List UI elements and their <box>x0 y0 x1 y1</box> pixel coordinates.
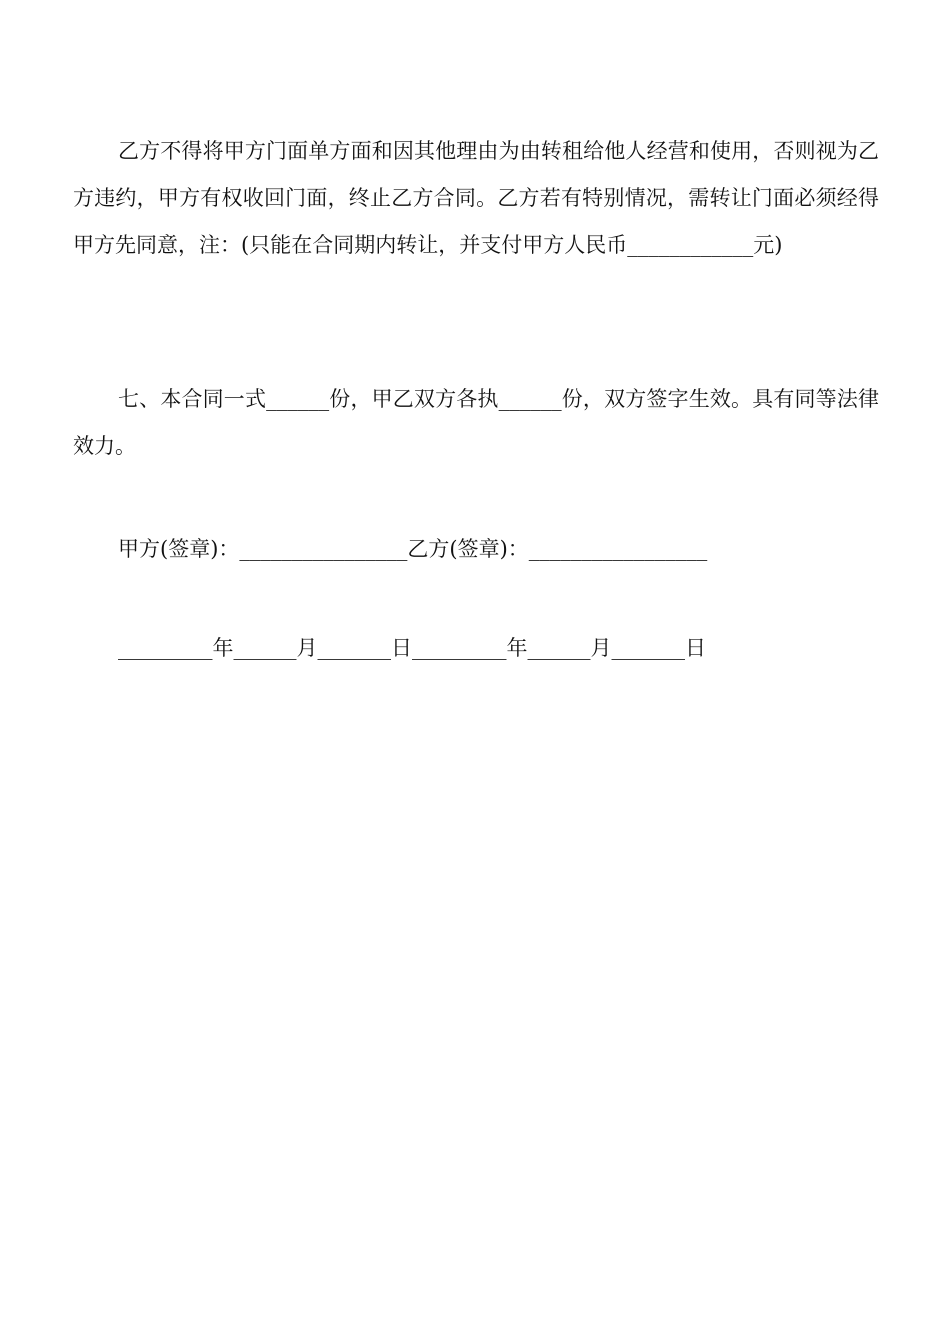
clause-sublease-paragraph: 乙方不得将甲方门面单方面和因其他理由为由转租给他人经营和使用，否则视为乙方违约，甲方有权收回门面，终止乙方合同。乙方若有特别情况，需转让门面必须经得甲方先同意，注：(只能在合同期内转让，并支付甲方人民币____________元) <box>73 139 879 257</box>
signature-line: 甲方(签章)：________________乙方(签章)：_________________ <box>118 537 708 561</box>
date-line: _________年______月_______日_________年______月_______日 <box>118 636 706 660</box>
clause-seven-paragraph: 七、本合同一式______份，甲乙双方各执______份，双方签字生效。具有同等法律效力。 <box>73 387 879 458</box>
